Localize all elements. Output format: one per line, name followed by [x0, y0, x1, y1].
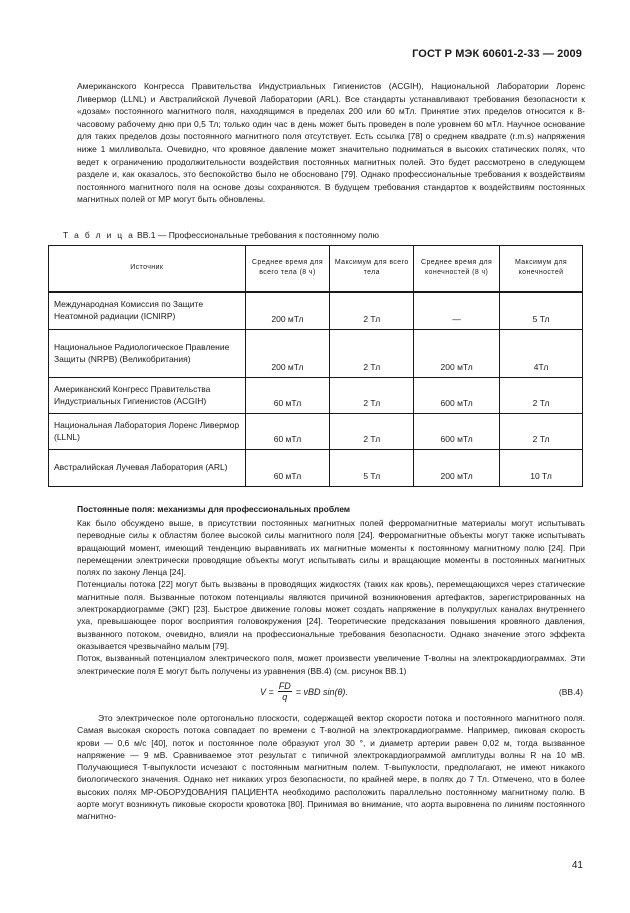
- formula-number: (ВВ.4): [558, 687, 583, 697]
- formula-lhs: V =: [260, 686, 274, 697]
- cell-max-limb: 2 Тл: [500, 414, 583, 450]
- cell-avg-limb: 200 мТл: [414, 450, 500, 487]
- table-caption-label: Т а б л и ц а: [63, 230, 135, 240]
- cell-source: Международная Комиссия по Защите Неатомной радиации (ICNIRP): [49, 292, 246, 330]
- cell-avg-body: 200 мТл: [245, 330, 330, 378]
- section-body: [77, 517, 585, 677]
- cell-avg-body: 60 мТл: [245, 378, 330, 414]
- intro-paragraph: Американского Конгресса Правительства Индустриальных Гигиенистов (ACGIH), Национальной Лаборатории Лоренс Ливермор (LLNL) и Австралийской Лучевой Лаборатории (ARL). Все стандарты устанавливают требования безопасности к «дозам» постоянного магнитного поля, находящимся в пределах 200 или 60 мТл. Принятие этих пределов относится к 8-часовому рабочему дню при 0,5 Тл; только один час в день может быть проведен в поле уровнем 60 мТл. Научное основание для таких пределов дозы постоянного магнитного поля отсутствует. Есть ссылка [78] о среднем квадрате (r.m.s) напряжения ниже 1 милливольта. Очевидно, что кровяное давление может значительно подниматься в высоких статических полях, что ведет к ограничению продолжительности воздействия постоянных магнитных полей. Это будет рассмотрено в следующем разделе и, как оказалось, это беспокойство было не обосновано [79]. Однако профессиональные требования к воздействиям постоянного магнитного поля на основе дозы сохраняются. В будущем требования стандартов к воздействиям постоянных магнитных полей от МР могут быть обновлены.: [77, 81, 585, 205]
- cell-avg-limb: 600 мТл: [414, 378, 500, 414]
- requirements-table: [48, 245, 583, 487]
- cell-avg-body: 200 мТл: [245, 292, 330, 330]
- paragraph: Поток, вызванный потенциалом электрического поля, может произвести увеличение T-волны на электрокардиограммах. Эти электрические поля E могут быть получены из уравнения (ВВ.4) (см. рисунок ВВ.1): [77, 653, 585, 676]
- table-header-row: [49, 246, 583, 292]
- cell-max-body: 5 Тл: [330, 450, 414, 487]
- cell-source: Австралийская Лучевая Лаборатория (ARL): [49, 450, 246, 487]
- cell-avg-limb: 200 мТл: [414, 330, 500, 378]
- table-caption: [63, 230, 379, 240]
- cell-max-body: 2 Тл: [330, 330, 414, 378]
- cell-max-limb: 2 Тл: [500, 378, 583, 414]
- cell-max-body: 2 Тл: [330, 292, 414, 330]
- table-row: [49, 378, 583, 414]
- cell-max-limb: 5 Тл: [500, 292, 583, 330]
- cell-source: Национальное Радиологическое Правление Защиты (NRPB) (Великобритания): [49, 330, 246, 378]
- header-avg-body: Среднее время для всего тела (8 ч): [245, 246, 330, 292]
- header-max-limb: Максимум для конечностей: [500, 246, 583, 292]
- paragraph: Потенциалы потока [22] могут быть вызваны в проводящих жидкостях (таких как кровь), перемещающихся через статические магнитные поля. Вызванные потоком потенциалы являются причиной возникновения артефактов, зарегистрированных на электрокардиограмме (ЭКГ) [23]. Быстрое движение головы может создать напряжение в полукруглых каналах внутреннего уха, превышающее порог восприятия головокружения [24]. Теоретические предсказания повышения кровяного давления, вызванного потоком, очевидно, влияли на профессиональные требования безопасности. Однако значение этого эффекта оказывается чрезвычайно малым [79].: [77, 579, 585, 651]
- header-source: Источник: [49, 246, 246, 292]
- cell-avg-limb: —: [414, 292, 500, 330]
- formula-bb4: [260, 681, 348, 702]
- cell-avg-limb: 600 мТл: [414, 414, 500, 450]
- section-title: Постоянные поля: механизмы для профессиональных проблем: [77, 504, 351, 514]
- table-row: [49, 450, 583, 487]
- header-avg-limb: Среднее время для конечностей (8 ч): [414, 246, 500, 292]
- formula-rhs: = vBD sin(θ).: [295, 686, 348, 697]
- paragraph: Как было обсуждено выше, в присутствии постоянных магнитных полей ферромагнитные материалы могут испытывать переводные силы к областям более высокой силы магнитного поля [24]. Ферромагнитные объекты могут также испытывать вращающий момент, имеющий тенденцию выравнивать их магнитные моменты к постоянному магнитному полю [24]. При перемещении электрически проводящие объекты могут испытывать силы и вращающие моменты в постоянных магнитных полях по закону Ленца [24].: [77, 518, 585, 578]
- cell-max-body: 2 Тл: [330, 414, 414, 450]
- table-caption-text: ВВ.1 — Профессиональные требования к постоянному полю: [137, 230, 379, 240]
- table-row: [49, 414, 583, 450]
- cell-max-limb: 4Тл: [500, 330, 583, 378]
- standard-header: ГОСТ Р МЭК 60601-2-33 — 2009: [412, 48, 582, 60]
- cell-avg-body: 60 мТл: [245, 450, 330, 487]
- formula-numerator: FD: [278, 681, 291, 691]
- cell-source: Американский Конгресс Правительства Индустриальных Гигиенистов (ACGIH): [49, 378, 246, 414]
- table-row: [49, 292, 583, 330]
- cell-max-limb: 10 Тл: [500, 450, 583, 487]
- page-number: 41: [571, 860, 583, 871]
- header-max-body: Максимум для всего тела: [330, 246, 414, 292]
- cell-avg-body: 60 мТл: [245, 414, 330, 450]
- formula-fraction: [278, 681, 292, 702]
- cell-source: Национальная Лаборатория Лоренс Ливермор (LLNL): [49, 414, 246, 450]
- cell-max-body: 2 Тл: [330, 378, 414, 414]
- paragraph-efield: Это электрическое поле ортогонально плоскости, содержащей вектор скорости потока и постоянного магнитного поля. Самая высокая скорость потока совпадает по времени с T-волной на электрокардиограмме. Например, пиковая скорость крови — 0,6 м/с [40], поток и постоянное поле образуют угол 30 °, и диаметр артерии равен 0,02 м, тогда вызванное напряжение — 9 мВ. Сравниваемое этот результат с типичной электрокардиограммой амплитуды волны R на 10 мВ. Получающиеся T-выпуклости исчезают с постоянным магнитным полем. T-выпуклости, предполагают, не имеют никакого биологического значения. Однако нет никаких угроз безопасности, по крайней мере, в полях до 7 Тл. Отмечено, что в более высоких полях МР-ОБОРУДОВАНИЯ ПАЦИЕНТА необходимо расположить параллельно постоянному магнитному полю. В аорте могут возникнуть пиковые скорости кровотока [80]. Принимая во внимание, что аорта выровнена по линиям постоянного магнитно-: [77, 713, 585, 822]
- table-row: [49, 330, 583, 378]
- formula-denominator: q: [282, 692, 288, 702]
